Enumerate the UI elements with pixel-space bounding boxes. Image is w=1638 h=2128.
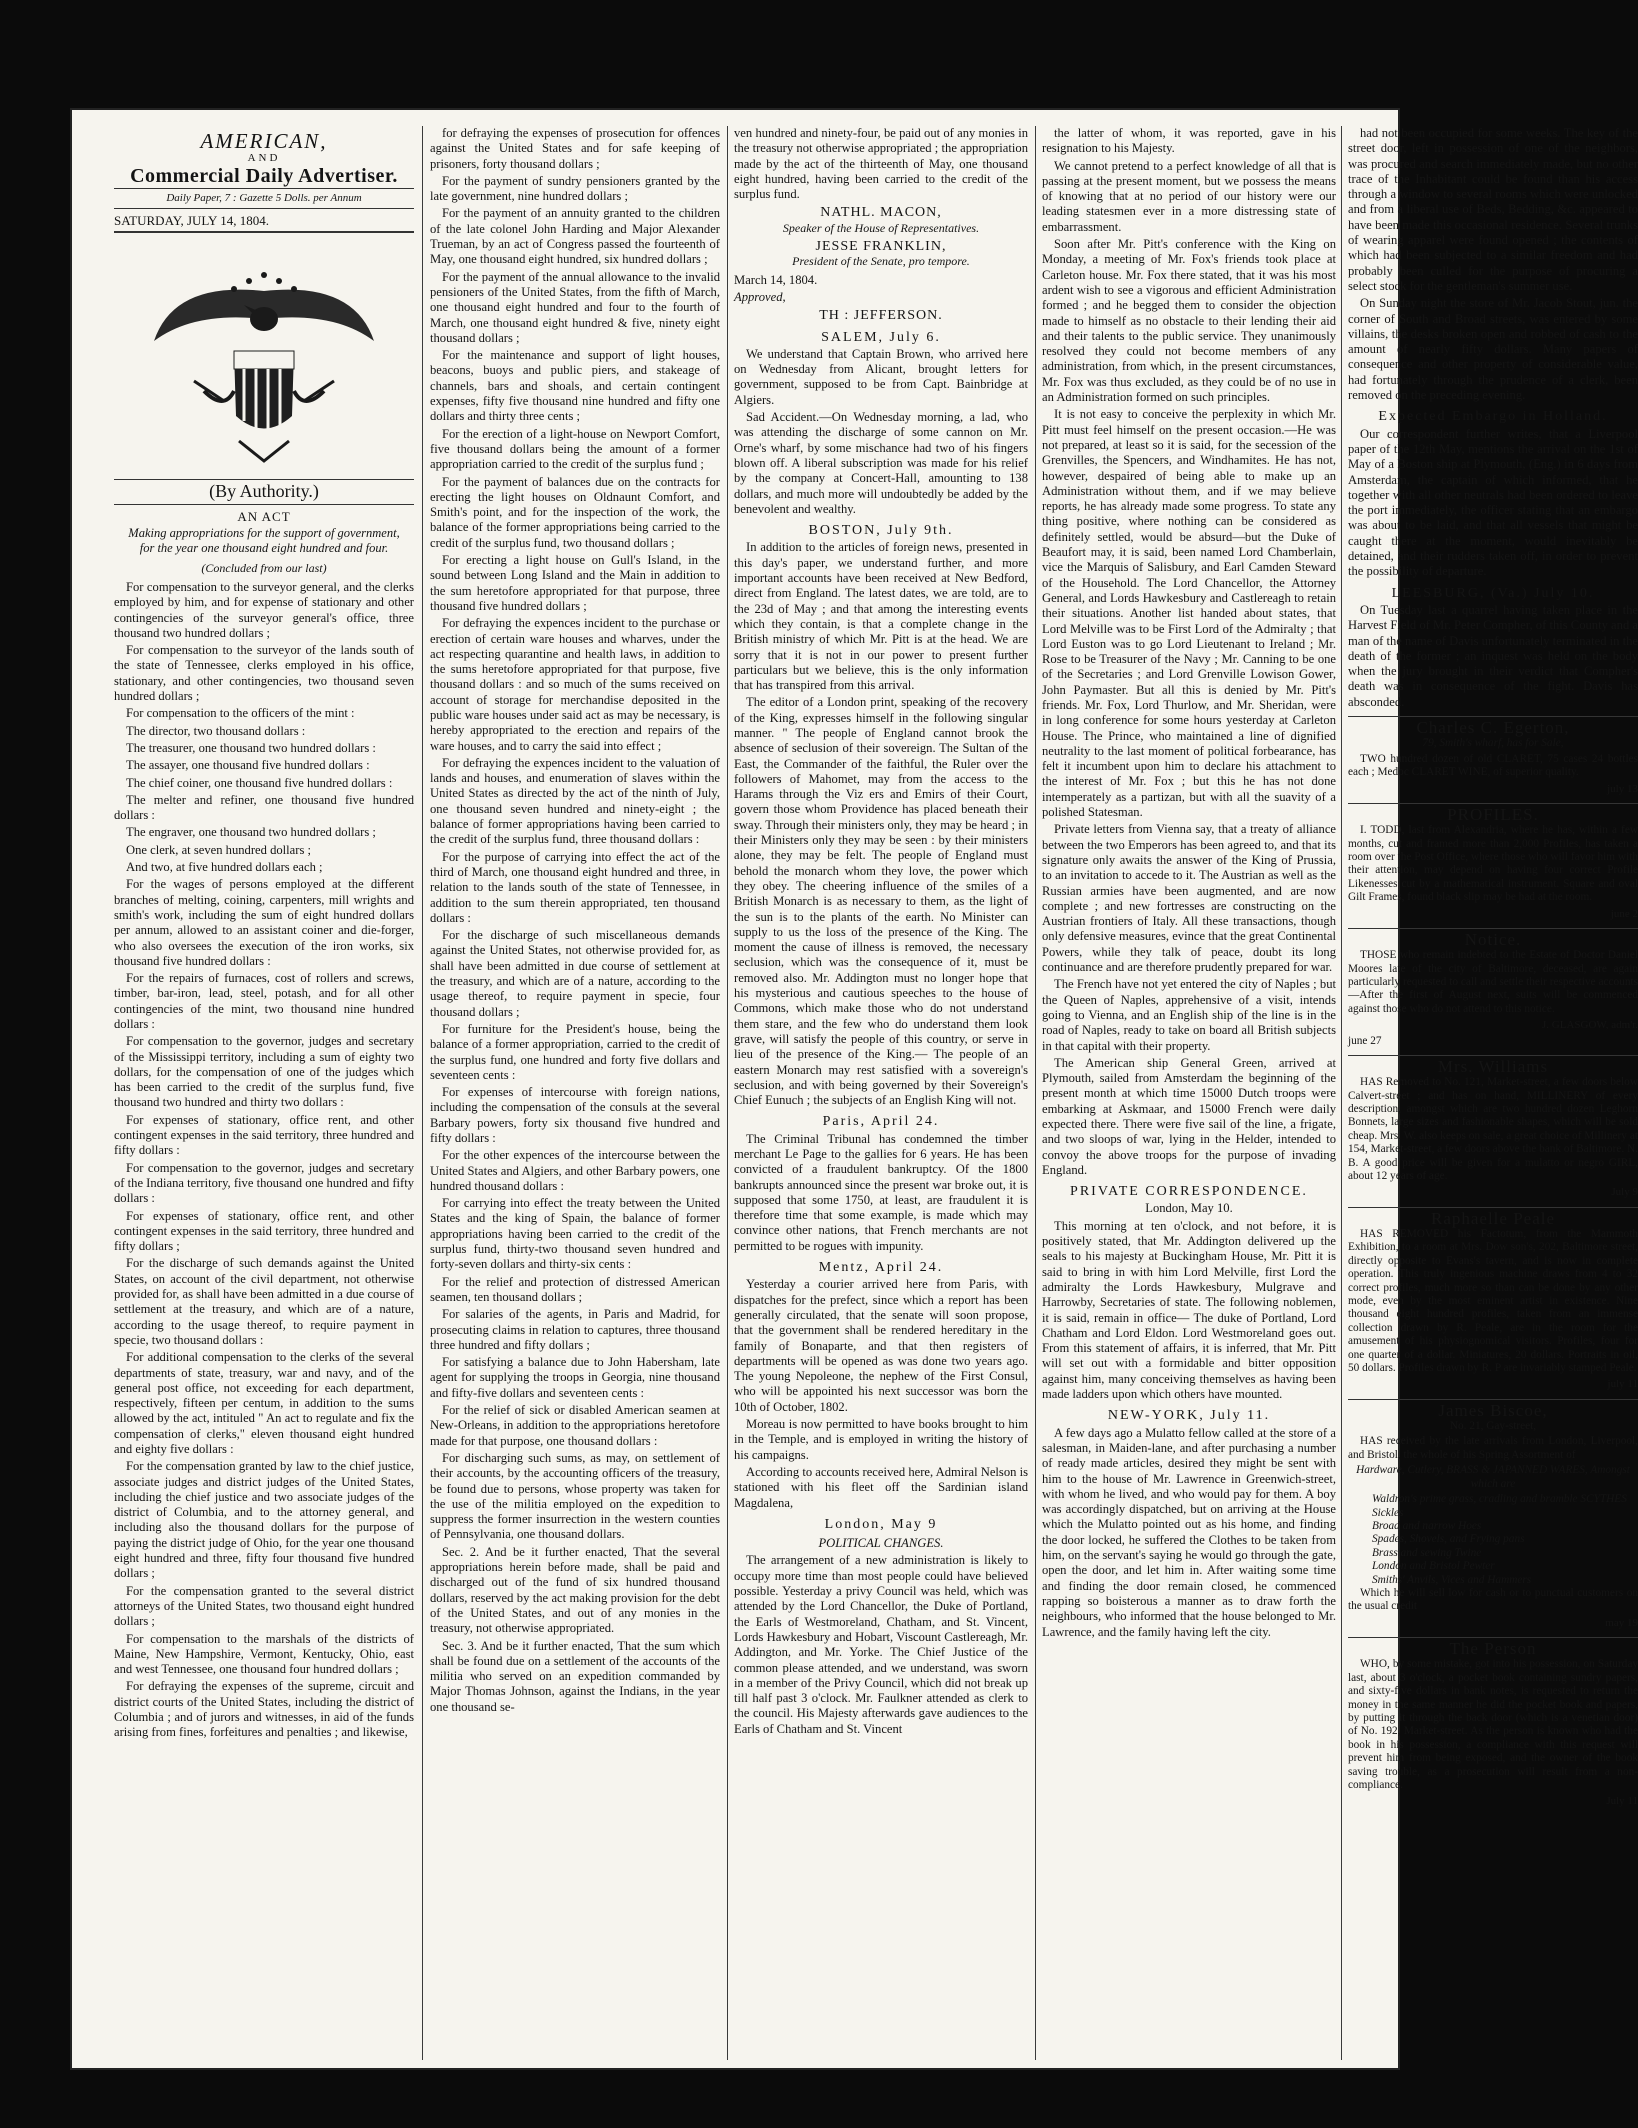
column-rule [422, 126, 423, 2060]
paragraph: For the other expences of the intercourse between the United States and Algiers, and other Barbary powers, one hundred thousand dollars : [430, 1148, 720, 1193]
paragraph: Sec. 2. And be it further enacted, That the several appropriations herein before made, shall be paid and discharged out of the fund of six hundred thousand dollars, reserved by the act making provision for the debt of the United States, and out of any monies in the treasury, not otherwise appropriated. [430, 1544, 720, 1636]
masthead-terms: Daily Paper, 7 : Gazette 5 Dolls. per Annum [114, 188, 414, 209]
london-paragraph: The arrangement of a new administration is likely to occupy more time than most people could have believed possible. Yesterday a privy Council was held, which was attended by the Lord Chancellor, the Duke of Portland, the Earls of Westmoreland, Chatham, and St. Vincent, Lords Hawkesbury and Hobart, Viscount Castlereagh, Mr. Addington, and Mr. Yorke. The Chief Justice of the common please attended, and we understand, was sworn in a member of the Privy Council, which did not break up till half past 3 o'clock. Mr. Faulkner attended as clerk to the council. His Majesty afterwards gave audiences to the Earls of Chatham and St. Vincent [734, 1553, 1028, 1736]
profiles-ad-heading: PROFILES. [1348, 803, 1638, 822]
act-date: March 14, 1804. [734, 272, 818, 287]
paragraph: for defraying the expenses of prosecution for offences against the United States and for safe keeping of prisoners, forty thousand dollars ; [430, 126, 720, 171]
paragraph: The French have not yet entered the city of Naples ; but the Queen of Naples, apprehensive of a visit, intends going to Vienna, and an English ship of the line is in the road of Naples, ready to take on board all British subjects in that capital with their property. [1042, 977, 1336, 1053]
paragraph: It is not easy to conceive the perplexity in which Mr. Pitt must feel himself on the present occasion.—He was not prepared, at least so it is said, for the secession of the Grenvilles, the Spencers, and Windhamites. He has not, however, despaired of being able to make up an Administration without them, and if we may believe reports, he has already made some progress. To state any thing positive, where nothing can be considered as definitely settled, would be absurd—but the Duke of Beaufort may, it is said, been named Lord Chamberlain, vice the Marquis of Salisbury, and Earl Camden Steward of the Household. The Lord Chancellor, the Attorney General, and Lords Hawkesbury and Castlereagh to retain their situations. Another list handed about states, that Lord Melville was to be First Lord of the Admiralty ; that Lord Euston was to go Lord Lieutenant to Ireland ; Mr. Rose to be Treasurer of the Navy ; Mr. Canning to be one of the Secretaries ; and Lord Grenville Lowison Gower, John Paymaster. But all this is denied by Mr. Pitt's friends. Mr. Fox, Lord Thurlow, and Mr. Sheridan, were in long conference for some hours yesterday at Carleton House. The Prince, who maintained a line of dignified neutrality to the last moment of political forbearance, has felt it incumbent upon him to declare his attachment to the interest of Mr. Fox ; but this he has not done intemperately as a partizan, but with all the suavity of a polished Statesman. [1042, 407, 1336, 820]
paragraph: Sad Accident.—On Wednesday morning, a lad, who was attending the discharge of some cannon on Mr. Orne's wharf, by some mischance had two of his fingers blown off. A liberal subscription was made for his relief by the company at Concert-Hall, amounting to 138 dollars, and much more will undoubtedly be added by the benevolent and wealthy. [734, 410, 1028, 516]
notice-ad-body: THOSE who remain indebted to the Estate of Doctor Daniel Moores late of the city of Baltimore, deceased, are again particularly requested to call and settle their respective accounts—After the first of August next, suits will be commenced against those who do not attend to this notice. [1348, 949, 1638, 1015]
paragraph: The editor of a London print, speaking of the recovery of the King, expresses himself in the following singular manner. " The people of England cannot brook the absence of seclusion of their sovereign. The Sultan of the East, the Commander of the faithful, the Ruler over the followers of Mahomet, may from the access to the Harams through the Viz ers and Emirs of their Court, govern those whom Providence has placed beneath their sway. Through their ministers only, they may be heard ; in their Ministers only they may be seen : by their ministers alone, they may be felt. The people of England must behold the monarch whom they love, the power which they obey. The cheering influence of the smiles of a British Monarch is as necessary to them, as the light of the sun is to the plants of the earth. No Minister can supply to us the loss of the presence of the King. The moment the cause of illness is removed, the necessary seclusion, which was the consequence of it, must be removed also. Mr. Addington must no longer hope that his mysterious and cautious speeches to the house of Commons, which make those who do not understand them stare, and the few who do understand them look grave, will satisfy the people of this country, or serve in lieu of the presence of the King.— The people of an eastern Monarch may rest satisfied with a sovereign's seclusion, and with being governed by their Sovereign's Chief Eunuch ; the subjects of an English King will not. [734, 695, 1028, 1108]
paragraph: Brass and sewing Twine [1372, 1546, 1482, 1559]
biscoe-ad-item-list [1348, 1493, 1638, 1587]
paragraph: For the compensation granted by law to the chief justice, associate judges and district judges of the United States, including the chief justice and two associate judges of the district of Columbia, and to the attorney general, and including also the thousand dollars for the purpose of paying the district judge of Ohio, for the year one thousand eight hundred and three, fifty four thousand five hundred dollars ; [114, 1459, 414, 1581]
act-paragraphs-1 [114, 580, 414, 1741]
paragraph: For additional compensation to the clerks of the several departments of state, treasury, war and navy, and of the general post office, not exceeding for each department, respectively, fifteen per centum, in addition to the sums allowed by the act, intituled " An act to regulate and fix the compensation of clerks," eleven thousand eight hundred and eighty five dollars : [114, 1350, 414, 1456]
paragraph: The assayer, one thousand five hundred dollars : [126, 758, 370, 773]
egerton-ad-date: july 13 [1607, 782, 1638, 795]
signature-macon: NATHL. MACON, [820, 205, 942, 221]
masthead-and: AND [247, 152, 281, 165]
paragraph: The chief coiner, one thousand five hundred dollars : [126, 775, 393, 790]
profiles-ad-date: june 2 [1610, 907, 1638, 920]
paragraph: For compensation to the surveyor general, and the clerks employed by him, and for expense of stationary and other contingencies of the surveyor general's office, three thousand two hundred dollars ; [114, 579, 414, 640]
biscoe-ad-end: Which he will sell low for cash or to punctual customers on the usual credit [1348, 1586, 1638, 1613]
paragraph: For the purpose of carrying into effect the act of the third of March, one thousand eight hundred and three, in relation to the lands south of the state of Tennessee, in addition to the sum therein appropriated, ten thousand dollars : [430, 849, 720, 925]
paragraph: On Sunday night the store of Mr. Jacob Stout, jun. the corner of South and Broad streets, was entered by some villains, the desks broken open and robbed of cash to the amount of nearly fifty dollars. Many papers of consequence and other property of considerable value, had fortunately through the prudence of a clerk, been removed on the preceding evening. [1348, 296, 1638, 403]
paragraph: In addition to the articles of foreign news, presented in this day's paper, we understand further, and more important accounts have been received at New Bedford, direct from England. The latest dates, we are told, are to the 23d of May ; and that among the interesting events which they contain, is that a complete change in the British ministry of which Mr. Pitt is at the head. We are sorry that it is not in our power to present further particulars but we believe, this is the only information that has transpired from this arrival. [734, 540, 1028, 693]
new-york-heading: NEW-YORK, July 11. [1107, 1408, 1271, 1424]
egerton-ad-heading: Charles C. Egerton, [1348, 716, 1638, 735]
paragraph: For expenses of stationary, office rent, and other contingent expenses in the said territory, three hundred and fifty dollars : [114, 1112, 414, 1158]
paragraph: And two, at five hundred dollars each ; [126, 860, 323, 875]
london-subheading: POLITICAL CHANGES. [818, 1536, 944, 1551]
private-correspondence-heading: PRIVATE CORRESPONDENCE. [1070, 1184, 1308, 1200]
paragraph: Waldron's prime grass, cradling and bramble SCYTHES [1372, 1493, 1627, 1506]
new-york-continued-paragraphs [1348, 126, 1638, 403]
paragraph: Soon after Mr. Pitt's conference with the King on Monday, a meeting of Mr. Fox's friends took place at Carleton house. Mr. Fox there stated, that it was his most ardent wish to see a vigorous and efficient Administration formed ; and he begged them to consider the objection made to himself as no obstacle to their lending their aid and their talents to the public service. They unanimously resolved they could not become members of any administration, from which, in the present circumstances, Mr. Fox was thus excluded, as they could be of no use in an Administration formed on such principles. [1042, 237, 1336, 405]
biscoe-ad-body: HAS received by the late arrivals from London, Liverpool, and Bristol, the whole of his Spring Assortment of [1348, 1435, 1638, 1461]
london-heading: London, May 9 [824, 1516, 938, 1532]
paragraph: For expenses of stationary, office rent, and other contingent expenses in the said territory, three hundred and fifty dollars ; [114, 1208, 414, 1254]
leesburg-paragraph: On Tuesday last a quarrel having taken place in the Harvest Field of Mr. Peter Compher, of this County and a man of the name of Davis unfortunately terminated in the death of the former ; an inquest was held on the body when the jury brought in their verdict that Compher's death was in consequence of the fight. Davis has absconded. [1348, 602, 1638, 709]
by-authority-banner: (By Authority.) [114, 479, 414, 504]
paragraph: Smiths' Anvils, Vices and Hammers [1372, 1573, 1532, 1586]
column-2 [430, 126, 720, 2056]
paragraph: For the relief of sick or disabled American seamen at New-Orleans, in addition to the appropriations heretofore made for that purpose, one thousand dollars : [430, 1403, 720, 1448]
williams-ad-date: July 9 [1611, 1186, 1638, 1199]
salem-paragraphs [734, 347, 1028, 517]
boston-paragraphs [734, 540, 1028, 1108]
person-ad-body: WHO, by some mistake, got into his possession, on Saturday last, about 3 o'clock, a pocket book containing sundry papers, and sixty-five dollars in bank notes, is requested to return the money in the same manner he did the pocket book and papers, by putting it through the back door (which is a venetian door) of No. 192, Market-street. As the person is known who had the book in his possession, a compliance with this request will prevent him from being exposed, and the owner of the book saving trouble, as a prosecution will result from a non-compliance. [1348, 1658, 1638, 1791]
williams-ad-heading: Mrs. Williams [1348, 1055, 1638, 1074]
boston-heading: BOSTON, July 9th. [808, 523, 954, 539]
paragraph: For compensation to the marshals of the districts of Maine, New Hampshire, Vermont, Kentucky, Ohio, east and west Tennessee, one thousand four hundred dollars ; [114, 1631, 414, 1677]
biscoe-ad-wares: Hardware, Cutlery, BRASS & JAPANNED WARES, Amongst which are [1356, 1464, 1630, 1490]
paragraph: the latter of whom, it was reported, gave in his resignation to his Majesty. [1042, 126, 1336, 156]
egerton-ad-address: 79, Smith's wharf, has for Sale, [1422, 737, 1564, 750]
newspaper-page [70, 108, 1638, 2070]
paragraph: For the relief and protection of distressed American seamen, ten thousand dollars ; [430, 1274, 720, 1304]
paragraph: For the repairs of furnaces, cost of rollers and screws, timber, bar-iron, lead, steel, potash, and for all other contingencies of the mint, two thousand nine hundred dollars : [114, 971, 414, 1031]
act-paragraphs-2 [430, 126, 720, 1715]
egerton-ad-body: TWO hundred dozen of old CLARET, 75 cases 24 bottles each ; Medoc CLARET WINE, of superior quality. [1348, 752, 1638, 779]
paragraph: Moreau is now permitted to have books brought to him in the Temple, and is employed in writing the history of his campaigns. [734, 1417, 1028, 1462]
new-york-paragraph: A few days ago a Mulatto fellow called at the store of a salesman, in Maiden-lane, and after purchasing a number of ready made articles, desired they might be sent with him to the house of Mr. Lawrence in Greenwich-street, with whom he lived, and who would pay for them. A boy was accordingly dispatched, but on arriving at the House which the Mulatto pointed out as his home, and finding the door locked, he suffered the Clothes to be taken from him, on the servant's saying he would go through the gate, open the door, and let him in. After waiting some time and finding the door remain closed, he commenced rapping so boisterous a manner as to draw forth the neighbours, who informed that the house belonged to Mr. Lawrence, and the family having left the city. [1042, 1425, 1336, 1639]
paragraph: For compensation to the officers of the mint : [126, 706, 355, 721]
column-5 [1348, 126, 1638, 2056]
column-rule [1035, 126, 1036, 2060]
mentz-paragraphs [734, 1277, 1028, 1510]
person-ad-date: July 11 [1606, 1795, 1638, 1808]
paragraph: For compensation to the surveyor of the lands south of the state of Tennessee, clerks employed in his office, stationary, and other contingencies, two thousand seven hundred dollars ; [114, 643, 414, 704]
paris-paragraph: The Criminal Tribunal has condemned the timber merchant Le Page to the gallies for 6 years. He has been convicted of a fraudulent bankruptcy. Of the 1800 bankrupts announced since the present war broke out, it is supposed that some 1750, at least, are fraudulent it is therefore time that some example, is made which may convince other nations, that French merchants are not permitted to be rogues with impunity. [734, 1131, 1028, 1253]
profiles-ad-body: I. TODD, last from Alexandria, where he has, within a few months, cut and framed more than 2,000 Profiles, has taken a room over the Post Office, where those who will favor him with their attention, may depend on having four correct Profile Likenesses cut by a mathematical instrument. Square and oval Gilt Frames, found black slip may be had at the room. [1348, 824, 1638, 904]
mentz-heading: Mentz, April 24. [818, 1260, 944, 1276]
williams-ad-body: HAS Removed to No. 121, Market-street, a few doors below Calvert-street ; and has on hand, MILLINERY of every description, amongst which are two hundred dozen Leghorn Bonnets, large sizes and fashionable shapes, which will be sold cheap. Mrs. W. also keeps on sale, a great choice of Millinery at 154, Market-street, a few doors above the bank of Baltimore. N. B. A good price will be given for a mulatto or negro GIRL, about 12 years of age. [1348, 1076, 1638, 1182]
paragraph: had not been occupied for some weeks. The key of the street door, left in possession of one of the neighbors, was procured and search immediately made, but no other trace of the Inhabitant could be found than his access through a window to several rooms which were unlocked and from a liberal use of Beds, Bedding, &c. appeared to have been made this occasional residence. Several trunks of wearing apparel were found opened ; the contents of which had been subjected to a similar freedom and had probably been culled for the purpose of procuring a select stock for the gentleman's summer use. [1348, 126, 1638, 293]
private-correspondence-paragraph: This morning at ten o'clock, and not before, it is positively stated, that Mr. Addington delivered up the seals to his majesty at Buckingham House, Mr. Pitt it is said to bring in with him Lord Melville, first Lord the admiralty the Lords Hawkesbury, Mulgrave and Harrowby, Secretaries of state. The following noblemen, it is said, remain in office— The duke of Portland, Lord Chatham and Lord Eldon. Lord Westmoreland goes out. From this statement of affairs, it is inferred, that Mr. Pitt will set out with a formidable and bitter opposition against him, many conceiving themselves as having been made ladders upon which others have mounted. [1042, 1218, 1336, 1402]
act-heading: AN ACT [237, 508, 291, 524]
biscoe-ad-date: may 19 [1605, 1616, 1638, 1629]
paragraph: For discharging such sums, as may, on settlement of their accounts, by the accounting officers of the treasury, be found due to persons, whose property was taken for the use of the militia employed on the expedition to suppress the former insurrection in the western counties of Pennsylvania, one thousand dollars. [430, 1450, 720, 1542]
paragraph: The treasurer, one thousand two hundred dollars : [126, 740, 376, 755]
paragraph: London and Bristol Pewter [1372, 1560, 1495, 1573]
paragraph: The engraver, one thousand two hundred dollars ; [126, 825, 376, 840]
paragraph: For defraying the expenses of the supreme, circuit and district courts of the United States, including the district of Columbia ; and of jurors and witnesses, in aid of the funds arising from fines, forfeitures and penalties ; and likewise, [114, 1679, 414, 1740]
paragraph: According to accounts received here, Admiral Nelson is stationed with his fleet off the Sardinian island Magdalena, [734, 1464, 1028, 1510]
paragraph: For the discharge of such miscellaneous demands against the United States, not otherwise provided for, as shall have been admitted in due course of settlement at the treasury, and which are of a nature, according to the usage thereof, to require payment in specie, four thousand dollars ; [430, 928, 720, 1019]
salem-heading: SALEM, July 6. [821, 329, 941, 345]
paragraph: We understand that Captain Brown, who arrived here on Wednesday from Alicant, brought letters for government, supposed to be from Capt. Bainbridge at Algiers. [734, 346, 1028, 407]
paragraph: For defraying the expences incident to the valuation of lands and houses, and enumeration of slaves within the United States as directed by the act of the ninth of July, one thousand seven hundred and ninety-eight ; the balance of former appropriations having been carried to the credit of the surplus fund, three thousand dollars : [430, 755, 720, 847]
biscoe-ad-heading: James Biscoe, [1348, 1399, 1638, 1418]
column-rule [727, 126, 728, 2060]
paris-heading: Paris, April 24. [822, 1114, 940, 1130]
paragraph: For the payment of an annuity granted to the children of the late colonel John Harding and Major Alexander Trueman, by an act of Congress passed the fourteenth of May, one thousand eight hundred, six hundred dollars ; [430, 206, 720, 267]
paragraph: For compensation to the governor, judges and secretary of the Indiana territory, five thousand one hundred and fifty dollars : [114, 1160, 414, 1206]
embargo-heading: Expected Embargo in Holland. [1378, 409, 1608, 425]
paragraph: The director, two thousand dollars : [126, 723, 306, 738]
signature-franklin: JESSE FRANKLIN, [815, 239, 947, 255]
paragraph: For furniture for the President's house, being the balance of a former appropriation, carried to the credit of the surplus fund, one hundred and forty five dollars and seventeen cents : [430, 1021, 720, 1082]
paragraph: For the erection of a light-house on Newport Comfort, five thousand dollars being the amount of a former appropriation carried to the credit of the surplus fund ; [430, 426, 720, 472]
concluded-note: (Concluded from our last) [201, 560, 327, 575]
peale-ad-heading: Raphaelle Peale [1348, 1207, 1638, 1226]
peale-ad-date: july 11 [1607, 1378, 1638, 1391]
paragraph: For defraying the expences incident to the purchase or erection of certain ware houses and wharves, under the act respecting quarantine and health laws, in addition to the sums heretofore appropriated for that purpose, five thousand dollars : and so much of the sums received on account of storage for merchandise deposited in the public ware houses under said act as may be necessary, is hereby appropriated to the erection and repairs of the ware houses, and to carry the said into effect ; [430, 616, 720, 753]
approved-label: Approved, [734, 289, 786, 304]
act-subtitle: Making appropriations for the support of government, for the year one thousand eight hundred and four. [128, 526, 400, 556]
signature-franklin-title: President of the Senate, pro tempore. [792, 254, 970, 269]
notice-ad-signature: J. GLASGOW, adm'r. [1542, 1019, 1638, 1032]
notice-ad-date: june 27 [1348, 1035, 1382, 1048]
paragraph: For satisfying a balance due to John Habersham, late agent for supplying the troops in Georgia, nine thousand and fifty-five dollars and seventeen cents : [430, 1355, 720, 1400]
column-4 [1042, 126, 1336, 2056]
paragraph: Private letters from Vienna say, that a treaty of alliance between the two Emperors has been agreed to, and that its signature only awaits the answer of the King of Prussia, to an invitation to accede to it. The Austrian as well as the Russian armies have been augmented, and are now complete ; and new fortresses are constructing on the Austrian frontiers of Italy. All these transactions, though only defensive measures, evince that the great Continental Powers, while they talk of peace, doubt its long continuance and are therefore prudently prepared for war. [1042, 822, 1336, 975]
biscoe-ad-address: No. 21, Gay-street, [1449, 1420, 1537, 1433]
column-3 [734, 126, 1028, 2056]
leesburg-heading: LEESBURG, (Va.) July 10. [1391, 585, 1595, 601]
paragraph: The American ship General Green, arrived at Plymouth, sailed from Amsterdam the beginning of the present month at which time 15000 Dutch troops were embarking at Askmaar, and 15000 French were daily expected there. There were five sail of the line, a frigate, and two sloops of war, lying in the Helder, intended to convoy the above troops for the purpose of invading England. [1042, 1055, 1336, 1177]
paragraph: For the payment of balances due on the contracts for erecting the light houses on Oldnaunt Comfort, and Smith's point, and for the inspection of the work, the balance of the former appropriations being carried to the credit of the surplus fund, two thousand dollars ; [430, 474, 720, 550]
paragraph: Yesterday a courier arrived here from Paris, with dispatches for the prefect, since which a report has been generally circulated, that the senate will soon propose, that the government shall be rendered hereditary in the family of Bonaparte, and that then registers of departments will be opened as was done two years ago. The young Nepoleone, the nephew of the First Consul, who will be appointed his next successor was born the 10th of October, 1802. [734, 1277, 1028, 1414]
paragraph: For the discharge of such demands against the United States, on account of the civil department, not otherwise provided for, as shall have been admitted in a due course of settlement at the treasury, and which are of a nature, according to the usage thereof, to require payment in specie, two thousand dollars : [114, 1256, 414, 1347]
paragraph: For the payment of the annual allowance to the invalid pensioners of the United States, from the fifth of March, one thousand eight hundred and four to the fourth of March, one thousand eight hundred & five, ninety eight thousand dollars ; [430, 269, 720, 345]
act-conclusion: ven hundred and ninety-four, be paid out of any monies in the treasury not otherwise appropriated ; the appropriation made by the act of the thirteenth of May, one thousand eight hundred, having been carried to the credit of the surplus fund. [734, 126, 1028, 202]
paragraph: For carrying into effect the treaty between the United States and the king of Spain, the balance of former appropriations having been carried to the credit of the surplus fund, thirty-two thousand seven hundred and forty-seven dollars and thirty-six cents : [430, 1196, 720, 1272]
paragraph: Spades, Shovels, and Frying pans [1372, 1533, 1525, 1546]
masthead-title: AMERICAN, [200, 129, 328, 153]
paragraph: Sickles [1372, 1506, 1404, 1519]
paragraph: One clerk, at seven hundred dollars ; [126, 842, 311, 857]
signature-macon-title: Speaker of the House of Representatives. [782, 220, 980, 235]
london-continued-paragraphs [1042, 126, 1336, 1178]
paragraph: For the compensation granted to the several district attorneys of the United States, two thousand eight hundred dollars ; [114, 1583, 414, 1629]
masthead-subtitle: Commercial Daily Advertiser. [130, 164, 398, 187]
column-1 [114, 126, 414, 2056]
notice-ad-heading: Notice. [1348, 928, 1638, 947]
paragraph: For erecting a light house on Gull's Island, in the sound between Long Island and the Main in addition to the sum heretofore appropriated for that purpose, three thousand five hundred dollars ; [430, 553, 720, 613]
paragraph: For the payment of sundry pensioners granted by the late government, nine hundred dollars ; [430, 173, 720, 204]
paragraph: For salaries of the agents, in Paris and Madrid, for prosecuting claims in relation to captures, three thousand three hundred and fifty dollars ; [430, 1307, 720, 1352]
issue-date: SATURDAY, JULY 14, 1804. [114, 209, 414, 233]
paragraph: Broad and narrow Hoes [1372, 1519, 1482, 1532]
paragraph: Sec. 3. And be it further enacted, That the sum which shall be found due on a settlement of the accounts of the militia who served on an expedition commanded by Major Thomas Johnson, against the Indians, in the year one thousand se- [430, 1638, 720, 1714]
eagle-seal-icon [134, 241, 394, 471]
paragraph: The melter and refiner, one thousand five hundred dollars : [114, 792, 414, 823]
embargo-paragraph: Our correspondent further writes, that a Liverpool paper of the 12th May, mentions the arrival on the 1st of May of a Boston ship at Plymouth, (Eng.) in 6 days from Amsterdam, the captain of which informed, that he together with all other neutrals had been ordered to leave the port immediately, the officer stating that an embargo was about to be laid, and that all vessels that might be caught there at the moment, would inevitably be detained, and their rudders taken off, in order to prevent the possibility of departure. [1348, 426, 1638, 579]
column-rule [1341, 126, 1342, 2060]
paragraph: For the maintenance and support of light houses, beacons, buoys and public piers, and stakeage of channels, bars and shoals, and certain contingent expenses, fifty five thousand nine hundred and fifty one dollars and thirty three cents ; [430, 348, 720, 424]
paragraph: For the wages of persons employed at the different branches of melting, coining, carpenters, mill wrights and smith's work, including the sum of eight hundred dollars per annum, allowed to an assistant coiner and die-forger, who also oversees the execution of the iron works, six thousand five hundred dollars : [114, 877, 414, 968]
signature-jefferson: TH : JEFFERSON. [819, 308, 943, 324]
paragraph: For expenses of intercourse with foreign nations, including the compensation of the consuls at the several Barbary powers, forty six thousand five hundred and fifty dollars : [430, 1085, 720, 1145]
private-correspondence-date: London, May 10. [1145, 1201, 1233, 1216]
peale-ad-body: HAS REMOVED his Factotum, from the Mammoth Exhibition, to a room at Mrs. Dow son's, 202, Baltimore street, directly opposite to Evans's tavern, and is now in complete operation. This truly ingenious machine draws from 4 to 32 correct profiles, much more so than can be done by any other mode, even by the most eminent artist in existence. Nine thousand eight hundred profiles, taken from an immense collection drawn by R. Peale, are in the room for the amusement of his physiognomical visitors. Profiles, four for one quarter of a dollar. Miniatures, 20 dollars. Portraits in oil, 50 dollars. Profiles drawn by R. P are invariably stamped Peale. [1348, 1228, 1638, 1375]
paragraph: We cannot pretend to a perfect knowledge of all that is passing at the present moment, but we possess the means of knowing that at no period of our history were our leading statesmen ever in a more distressing state of embarrassment. [1042, 158, 1336, 234]
paragraph: For compensation to the governor, judges and secretary of the Mississippi territory, including a sum of eighty two dollars, for the compensation of one of the judges which has been carried to the credit of the surplus fund, five thousand two hundred and thirty two dollars : [114, 1034, 414, 1110]
person-ad-heading: The Person [1348, 1637, 1638, 1656]
